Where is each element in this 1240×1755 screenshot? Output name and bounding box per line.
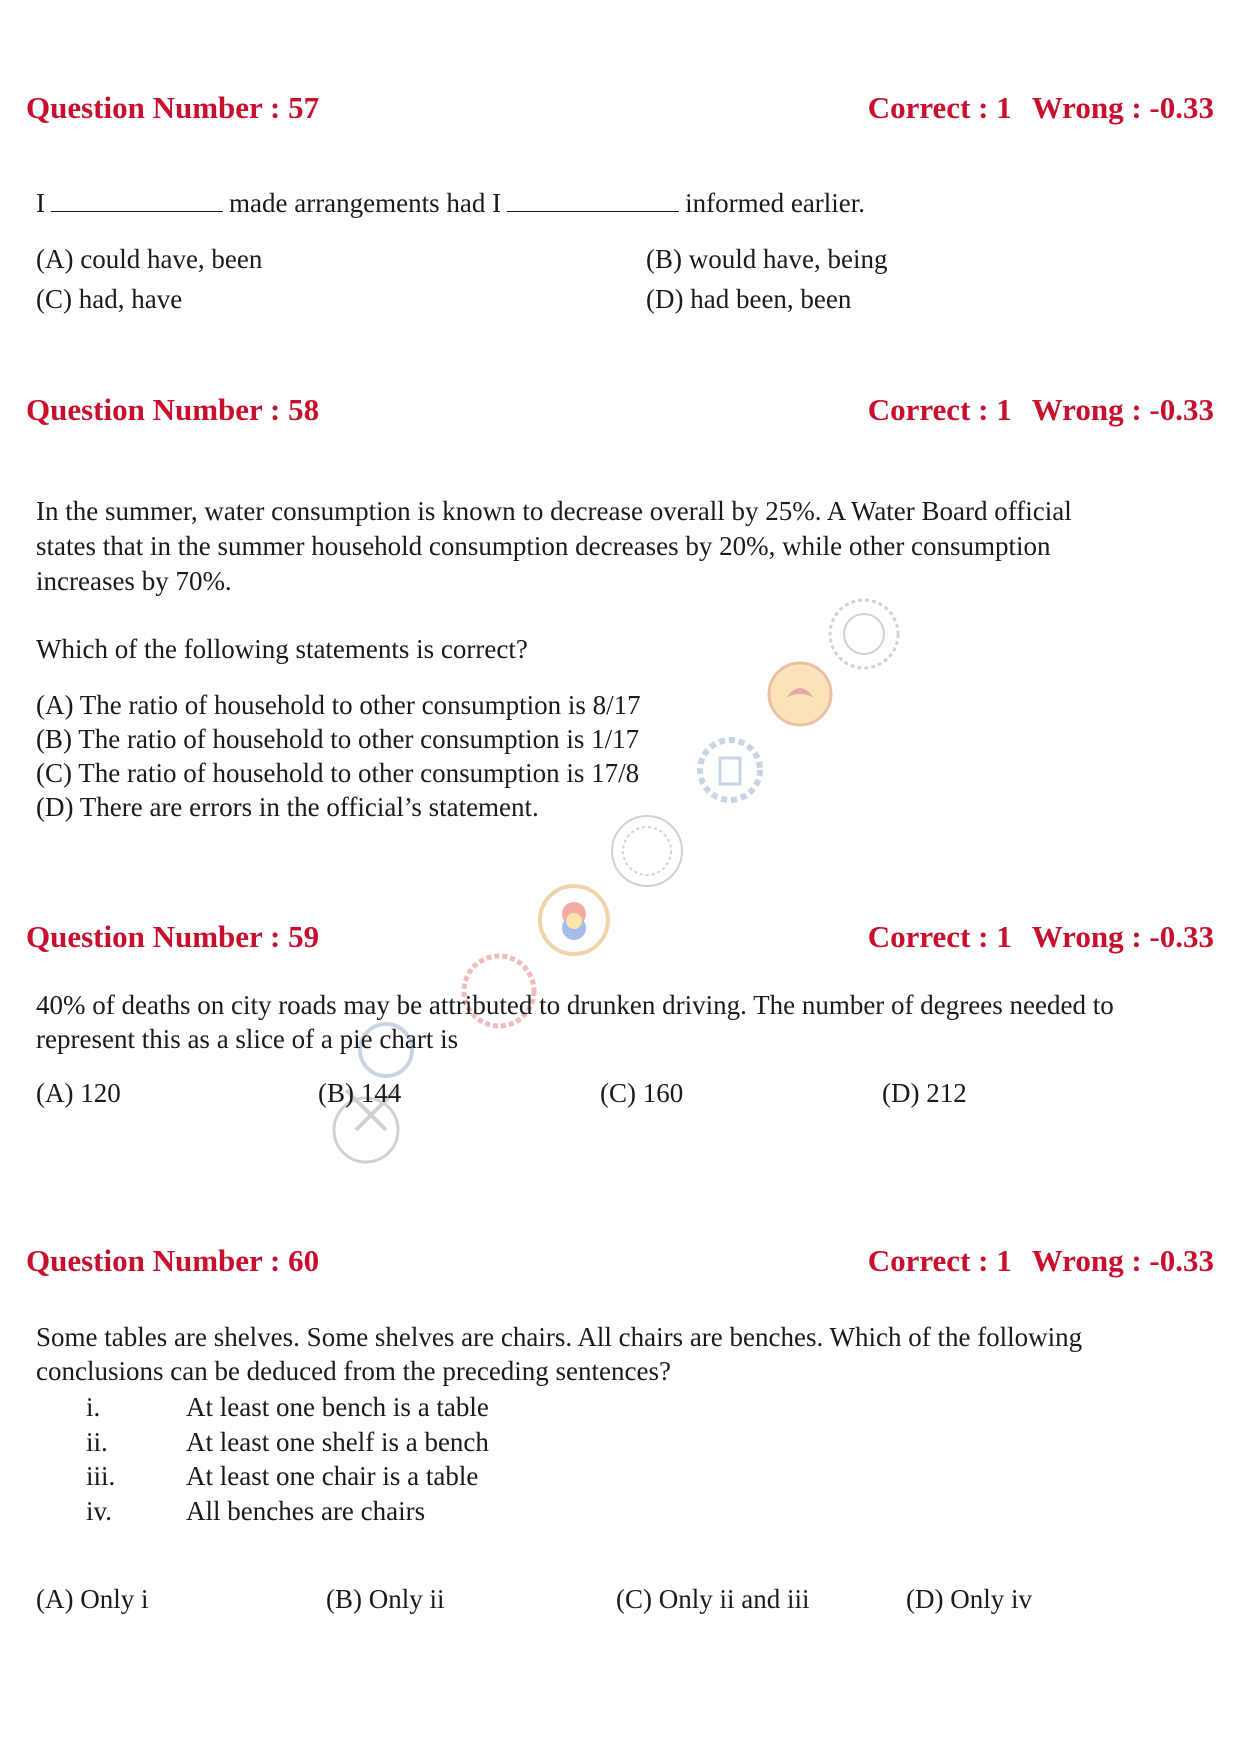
- option-59-c[interactable]: (C) 160: [600, 1078, 684, 1108]
- marking-scheme-60: [868, 1243, 1214, 1279]
- statement-number: i.: [86, 1392, 101, 1422]
- marking-scheme-58: [868, 392, 1214, 428]
- correct-marks-58: Correct : 1: [867, 392, 1012, 427]
- wrong-marks-60: Wrong : -0.33: [1031, 1243, 1214, 1278]
- question-number-57: Question Number : 57: [26, 90, 320, 125]
- option-57-a[interactable]: (A) could have, been: [36, 244, 263, 274]
- wrong-marks-58: Wrong : -0.33: [1031, 392, 1214, 427]
- question-58-stem-line-2: states that in the summer household consumption decreases by 20%, while other consumption: [36, 531, 1051, 561]
- question-58-stem-line-1: In the summer, water consumption is known to decrease overall by 25%. A Water Board official: [36, 496, 1072, 526]
- blank-2: [507, 187, 679, 212]
- statement-item: [86, 1425, 489, 1459]
- question-59-stem-line-1: 40% of deaths on city roads may be attributed to drunken driving. The number of degrees needed to: [36, 990, 1114, 1020]
- option-60-d[interactable]: (D) Only iv: [906, 1584, 1032, 1614]
- blank-1: [51, 187, 223, 212]
- question-header-60: [26, 1241, 1214, 1281]
- option-59-b[interactable]: (B) 144: [318, 1078, 402, 1108]
- statement-text: All benches are chairs: [186, 1496, 426, 1526]
- statement-text: At least one bench is a table: [186, 1392, 489, 1422]
- option-57-c[interactable]: (C) had, have: [36, 284, 183, 314]
- statement-item: [86, 1390, 489, 1424]
- watermark-seal-1: [826, 596, 902, 672]
- question-header-59: [26, 917, 1214, 957]
- wrong-marks-59: Wrong : -0.33: [1031, 919, 1214, 954]
- option-58-c[interactable]: (C) The ratio of household to other consumption is 17/8: [36, 758, 640, 788]
- marking-scheme-59: [868, 919, 1214, 955]
- question-number-58: Question Number : 58: [26, 392, 320, 427]
- wrong-marks-57: Wrong : -0.33: [1031, 90, 1214, 125]
- marking-scheme-57: [868, 90, 1214, 126]
- question-59-stem-line-2: represent this as a slice of a pie chart is: [36, 1024, 459, 1054]
- option-57-d[interactable]: (D) had been, been: [646, 284, 852, 314]
- option-59-a[interactable]: (A) 120: [36, 1078, 121, 1108]
- option-60-a[interactable]: (A) Only i: [36, 1584, 149, 1614]
- option-59-d[interactable]: (D) 212: [882, 1078, 967, 1108]
- option-58-d[interactable]: (D) There are errors in the official’s statement.: [36, 792, 539, 822]
- option-58-a[interactable]: (A) The ratio of household to other consumption is 8/17: [36, 690, 641, 720]
- stem-part-3: informed earlier.: [685, 188, 866, 218]
- statement-text: At least one chair is a table: [186, 1461, 479, 1491]
- question-58-stem-line-3: increases by 70%.: [36, 566, 232, 596]
- question-header-57: [26, 88, 1214, 128]
- watermark-seal-4: [608, 812, 686, 890]
- stem-part-1: I: [36, 188, 45, 218]
- question-58-prompt: Which of the following statements is correct?: [36, 634, 528, 664]
- statement-number: ii.: [86, 1427, 108, 1457]
- statement-number: iv.: [86, 1496, 112, 1526]
- option-60-c[interactable]: (C) Only ii and iii: [616, 1584, 810, 1614]
- statement-text: At least one shelf is a bench: [186, 1427, 489, 1457]
- watermark-seal-2: [766, 660, 834, 728]
- watermark-seal-3: [690, 730, 770, 810]
- correct-marks-57: Correct : 1: [867, 90, 1012, 125]
- statement-item: [86, 1494, 425, 1528]
- statement-number: iii.: [86, 1461, 116, 1491]
- question-60-stem-line-1: Some tables are shelves. Some shelves are chairs. All chairs are benches. Which of the following: [36, 1322, 1083, 1352]
- question-number-60: Question Number : 60: [26, 1243, 320, 1278]
- option-60-b[interactable]: (B) Only ii: [326, 1584, 445, 1614]
- correct-marks-60: Correct : 1: [867, 1243, 1012, 1278]
- question-57-stem: [36, 186, 865, 220]
- option-57-b[interactable]: (B) would have, being: [646, 244, 888, 274]
- stem-part-2: made arrangements had I: [229, 188, 502, 218]
- statement-item: [86, 1459, 478, 1493]
- correct-marks-59: Correct : 1: [867, 919, 1012, 954]
- question-number-59: Question Number : 59: [26, 919, 320, 954]
- question-header-58: [26, 390, 1214, 430]
- question-60-stem-line-2: conclusions can be deduced from the preceding sentences?: [36, 1356, 671, 1386]
- option-58-b[interactable]: (B) The ratio of household to other consumption is 1/17: [36, 724, 640, 754]
